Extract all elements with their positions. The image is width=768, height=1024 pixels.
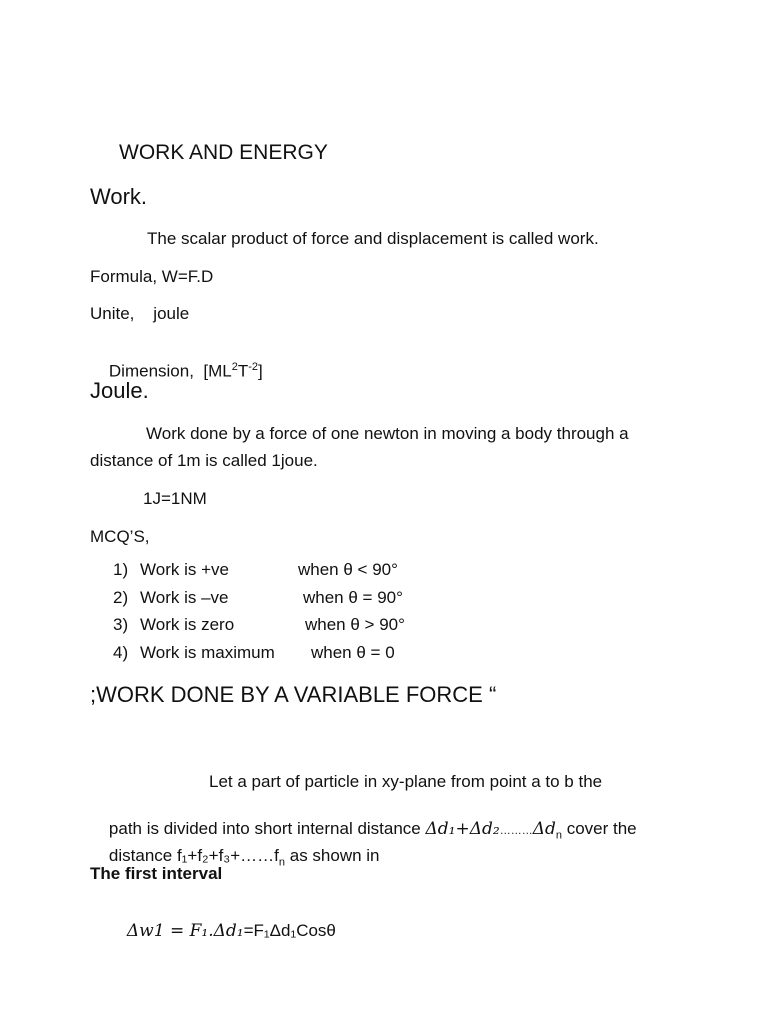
subscript-n: n [278,856,286,869]
variable-force-heading: ;WORK DONE BY A VARIABLE FORCE “ [90,682,497,707]
mcq-number: 2) [113,587,129,607]
work-heading: Work. [90,184,148,209]
dimension-sup1: 2 [231,361,238,373]
mcq-text: Work is +ve [140,560,229,579]
mcq-number: 3) [113,615,129,634]
delta-d-n: Δd [532,819,556,839]
list-item [113,615,443,643]
joule-definition-line2: distance of 1m is called 1joue. [90,451,318,470]
mcq-condition: when θ > 90° [305,615,405,634]
first-interval-label: The first interval [90,864,223,883]
mcq-text: Work is zero [140,615,235,634]
mcq-list [113,560,443,670]
variable-force-para-line1: Let a part of particle in xy-plane from point a to b the [209,772,603,791]
joule-definition-line1: Work done by a force of one newton in moving a body through a [146,424,629,443]
work-definition: The scalar product of force and displacement is called work. [147,229,599,248]
mcq-condition: when θ = 0 [311,642,395,662]
work-unit: Unite, joule [90,304,190,323]
list-item [113,643,443,671]
mcq-text: Work is –ve [140,587,229,607]
joule-equation: 1J=1NM [143,489,207,508]
work-formula: Formula, W=F.D [90,267,214,286]
dimension-prefix: Dimension, [ML [108,361,232,381]
dimension-suffix: ] [258,361,263,381]
mcq-number: 1) [113,560,129,579]
work-increment-math: Δw1 = F₁.Δd₁ [126,921,244,941]
mcq-condition: when θ < 90° [298,560,398,579]
para-line3-text: distance f₁+f₂+f₃+……f [108,846,279,865]
list-item [113,560,443,588]
first-interval-equation [108,901,336,961]
work-increment-rest: =F₁Δd₁Cosθ [243,921,336,940]
page-title: WORK AND ENERGY [119,141,328,164]
delta-d-sum: Δd₁+Δd₂ [425,819,500,839]
mcq-label: MCQ’S, [90,527,150,546]
joule-heading: Joule. [90,378,149,403]
mcq-text: Work is maximum [140,642,275,662]
dimension-sup2: -2 [248,361,259,373]
ellipsis-dots: ……… [499,825,533,837]
para-line3-text-end: as shown in [285,846,380,865]
para-line2-text-end: cover the [561,819,637,838]
mcq-number: 4) [113,642,129,662]
dimension-mid: T [237,361,249,381]
para-line2-text: path is divided into short internal distance [108,819,426,838]
subscript-n: n [555,829,562,842]
mcq-condition: when θ = 90° [303,587,403,607]
list-item [113,588,443,616]
